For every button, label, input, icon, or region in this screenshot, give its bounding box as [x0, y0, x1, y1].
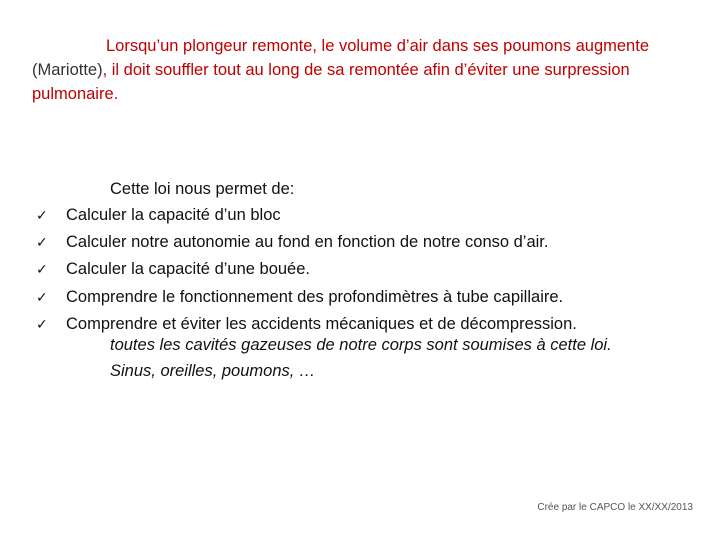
lead-text: Cette loi nous permet de:: [110, 180, 295, 198]
intro-paragraph: [32, 34, 682, 106]
intro-part-1: Lorsqu’un plongeur remonte, le volume d’air dans ses poumons augmente: [106, 37, 649, 55]
checkmark-icon: ✓: [36, 235, 48, 252]
footer-credit: Crée par le CAPCO le XX/XX/2013: [537, 502, 693, 513]
check-list: [36, 202, 577, 338]
checkmark-icon: ✓: [36, 262, 48, 279]
italic-line-1: toutes les cavités gazeuses de notre corps sont soumises à cette loi.: [110, 336, 612, 354]
checkmark-icon: ✓: [36, 316, 48, 333]
list-item: ✓ Calculer notre autonomie au fond en fonction de notre conso d’air.: [36, 229, 577, 256]
list-item: ✓ Comprendre et éviter les accidents mécaniques et de décompression.: [36, 311, 577, 338]
italic-note: [110, 332, 612, 384]
intro-part-3: , il doit souffler tout au long de sa remontée afin d’éviter une surpression pulmonaire.: [32, 61, 630, 103]
intro-mariotte: (Mariotte): [32, 61, 103, 79]
list-item: ✓ Calculer la capacité d’un bloc: [36, 202, 577, 229]
checkmark-icon: ✓: [36, 289, 48, 306]
list-item: ✓ Calculer la capacité d’une bouée.: [36, 256, 577, 283]
italic-line-2: Sinus, oreilles, poumons, …: [110, 362, 316, 380]
list-item: ✓ Comprendre le fonctionnement des profondimètres à tube capillaire.: [36, 284, 577, 311]
checkmark-icon: ✓: [36, 208, 48, 224]
